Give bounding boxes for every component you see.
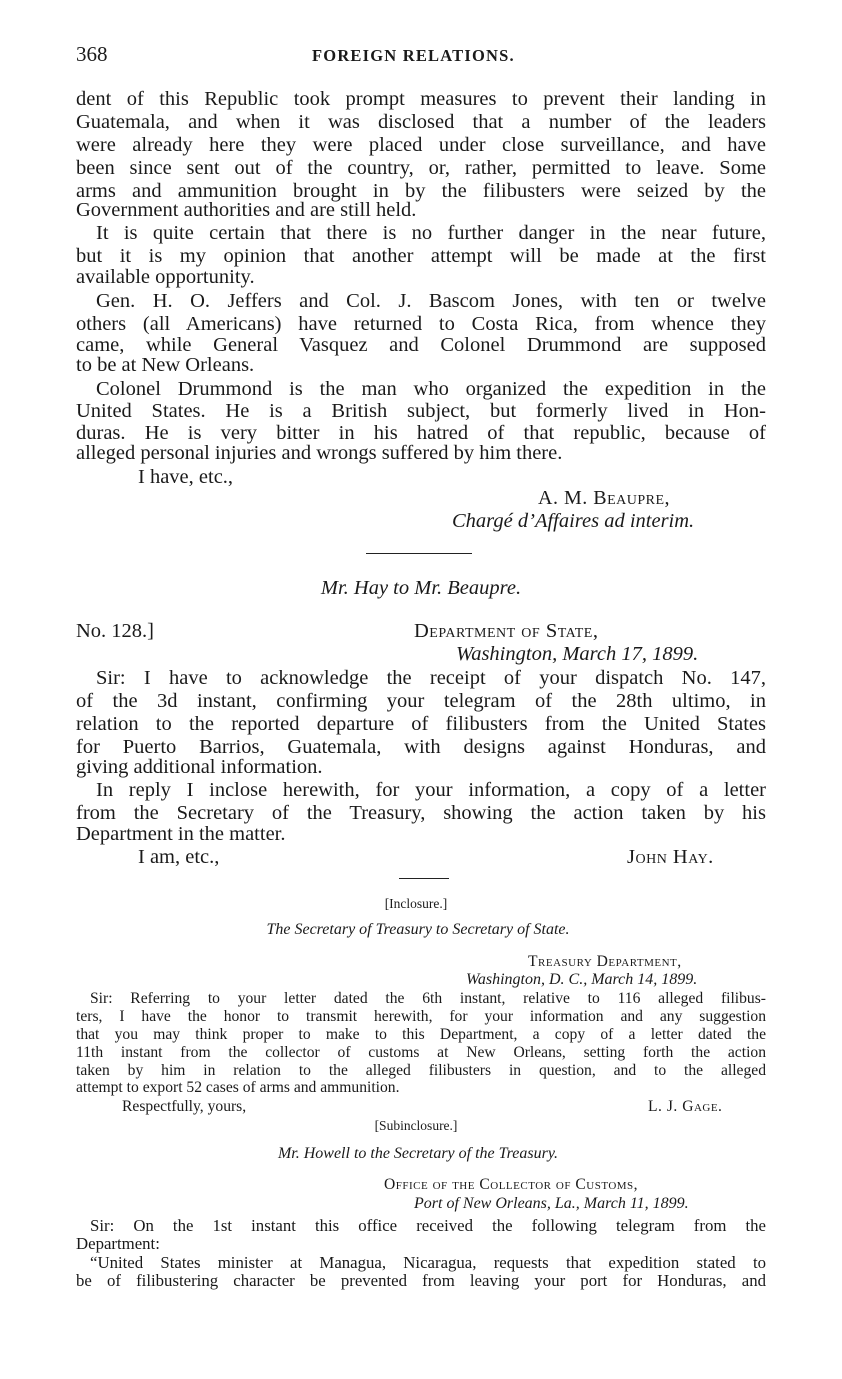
text-line: Sir: I have to acknowledge the receipt of your dispatch No. 147,	[96, 667, 766, 689]
text-line: dent of this Republic took prompt measures to prevent their landing in	[76, 88, 766, 110]
text-line: taken by him in relation to the alleged filibusters in question, and to the alleged	[76, 1062, 766, 1079]
text-line: available opportunity.	[76, 266, 255, 288]
subinclosure-heading: Mr. Howell to the Secretary of the Treasury.	[277, 1145, 559, 1162]
text-line: attempt to export 52 cases of arms and ammunition.	[76, 1079, 400, 1096]
letter-heading: Mr. Hay to Mr. Beaupre.	[320, 577, 522, 599]
inclosure-label: [Inclosure.]	[384, 896, 448, 911]
dateline: Washington, March 17, 1899.	[456, 643, 699, 665]
dispatch-number: No. 128.]	[76, 620, 155, 642]
text-line: to be at New Orleans.	[76, 354, 255, 376]
text-line: ters, I have the honor to transmit herewith, for your information and any suggestion	[76, 1008, 766, 1025]
section-divider	[399, 878, 449, 879]
office: Office of the Collector of Customs,	[384, 1176, 639, 1193]
text-line: Guatemala, and when it was disclosed that a number of the leaders	[76, 111, 766, 133]
text-line: been since sent out of the country, or, rather, permitted to leave. Some	[76, 157, 766, 179]
text-line: from the Secretary of the Treasury, showing the action taken by his	[76, 802, 766, 824]
text-line: that you may think proper to make to this Department, a copy of a letter dated the	[76, 1026, 766, 1043]
text-line: but it is my opinion that another attempt will be made at the first	[76, 245, 766, 267]
department: Treasury Department,	[528, 953, 682, 970]
text-line: be of filibustering character be prevented from leaving your port for Honduras, and	[76, 1271, 766, 1290]
dateline: Washington, D. C., March 14, 1899.	[466, 971, 698, 988]
text-line: arms and ammunition brought in by the filibusters were seized by the	[76, 180, 766, 202]
text-line: 11th instant from the collector of customs at New Orleans, setting forth the action	[76, 1044, 766, 1061]
text-line: In reply I inclose herewith, for your information, a copy of a letter	[96, 779, 766, 801]
closing: I am, etc.,	[138, 846, 220, 868]
signature-title: Chargé d’Affaires ad interim.	[452, 510, 695, 532]
running-title: FOREIGN RELATIONS.	[312, 46, 515, 65]
text-line: Department in the matter.	[76, 823, 286, 845]
page-number: 368	[76, 42, 108, 66]
closing: Respectfully, yours,	[122, 1098, 247, 1115]
subinclosure-label: [Subinclosure.]	[374, 1118, 458, 1133]
text-line: for Puerto Barrios, Guatemala, with designs against Honduras, and	[76, 736, 766, 758]
inclosure-heading: The Secretary of Treasury to Secretary of State.	[266, 921, 570, 938]
text-line: others (all Americans) have returned to Costa Rica, from whence they	[76, 313, 766, 335]
text-line: United States. He is a British subject, but formerly lived in Hon-	[76, 400, 766, 422]
text-line: “United States minister at Managua, Nicaragua, requests that expedition stated to	[90, 1253, 766, 1272]
text-line: Gen. H. O. Jeffers and Col. J. Bascom Jones, with ten or twelve	[96, 290, 766, 312]
text-line: Department:	[76, 1234, 160, 1253]
signature-name: A. M. Beaupre,	[538, 487, 671, 509]
text-line: were already here they were placed under close surveillance, and have	[76, 134, 766, 156]
section-divider	[366, 553, 472, 554]
text-line: relation to the reported departure of filibusters from the United States	[76, 713, 766, 735]
text-line: Government authorities and are still held.	[76, 199, 417, 221]
text-line: Colonel Drummond is the man who organized the expedition in the	[96, 378, 766, 400]
department: Department of State,	[414, 620, 599, 642]
text-line: Sir: Referring to your letter dated the 6th instant, relative to 116 alleged filibus-	[90, 990, 766, 1007]
dateline: Port of New Orleans, La., March 11, 1899.	[414, 1195, 689, 1212]
text-line: alleged personal injuries and wrongs suffered by him there.	[76, 442, 563, 464]
signature: John Hay.	[627, 846, 714, 868]
text-line: It is quite certain that there is no further danger in the near future,	[96, 222, 766, 244]
closing: I have, etc.,	[138, 466, 234, 488]
text-line: giving additional information.	[76, 756, 323, 778]
text-line: Sir: On the 1st instant this office received the following telegram from the	[90, 1216, 766, 1235]
signature: L. J. Gage.	[648, 1098, 723, 1115]
text-line: duras. He is very bitter in his hatred of that republic, because of	[76, 422, 766, 444]
text-line: of the 3d instant, confirming your telegram of the 28th ultimo, in	[76, 690, 766, 712]
text-line: came, while General Vasquez and Colonel Drummond are supposed	[76, 334, 766, 356]
